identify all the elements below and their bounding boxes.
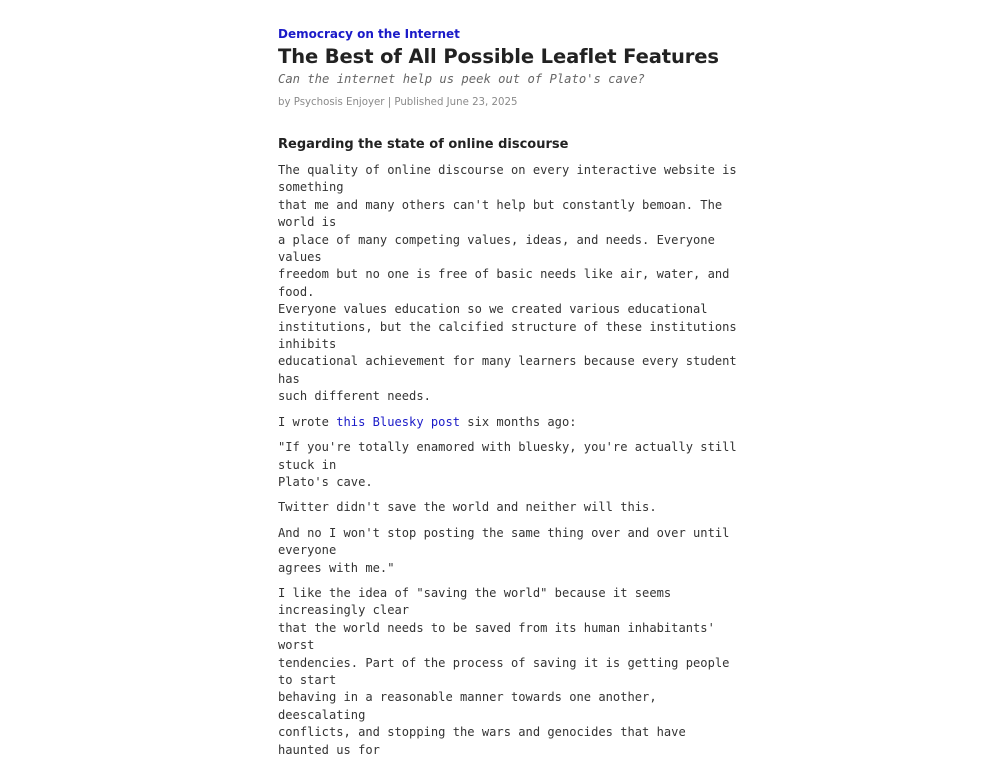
paragraph-2-text-after: six months ago:	[460, 414, 577, 429]
page-subtitle: Can the internet help us peek out of Plato's cave?	[278, 72, 645, 86]
category-link[interactable]: Democracy on the Internet	[278, 27, 460, 41]
byline: by Psychosis Enjoyer | Published June 23, 2025	[278, 97, 518, 108]
quote-paragraph-2: Twitter didn't save the world and neither will this.	[278, 500, 657, 515]
bluesky-post-link[interactable]: this Bluesky post	[336, 414, 461, 429]
page-title: The Best of All Possible Leaflet Features	[278, 45, 719, 68]
quote-paragraph-1: "If you're totally enamored with bluesky, you're actually still stuck in Plato's cave.	[278, 440, 737, 489]
paragraph-2-text-before: I wrote	[278, 414, 337, 429]
paragraph-1: The quality of online discourse on every interactive website is something that me and many others can't help but constantly bemoan. The world is a place of many competing values, ideas, and needs. Everyone values freedom but no one is free of basic needs like air, water, and food. Everyone values education so we created various educational institutions, but the calcified structure of these institutions inhibits educational achievement for many learners because every student has such different needs.	[278, 163, 737, 404]
quote-paragraph-3: And no I won't stop posting the same thing over and over until everyone agrees with me."	[278, 525, 730, 575]
section-heading: Regarding the state of online discourse	[278, 137, 569, 152]
article-body	[278, 136, 738, 767]
paragraph-2	[278, 414, 738, 431]
paragraph-3: I like the idea of "saving the world" because it seems increasingly clear that the world needs to be saved from its human inhabitants' worst tendencies. Part of the process of saving it is getting people to start behaving in a reasonable manner towards one another, deescalating conflicts, and stopping the wars and genocides that have haunted us for	[278, 585, 730, 757]
